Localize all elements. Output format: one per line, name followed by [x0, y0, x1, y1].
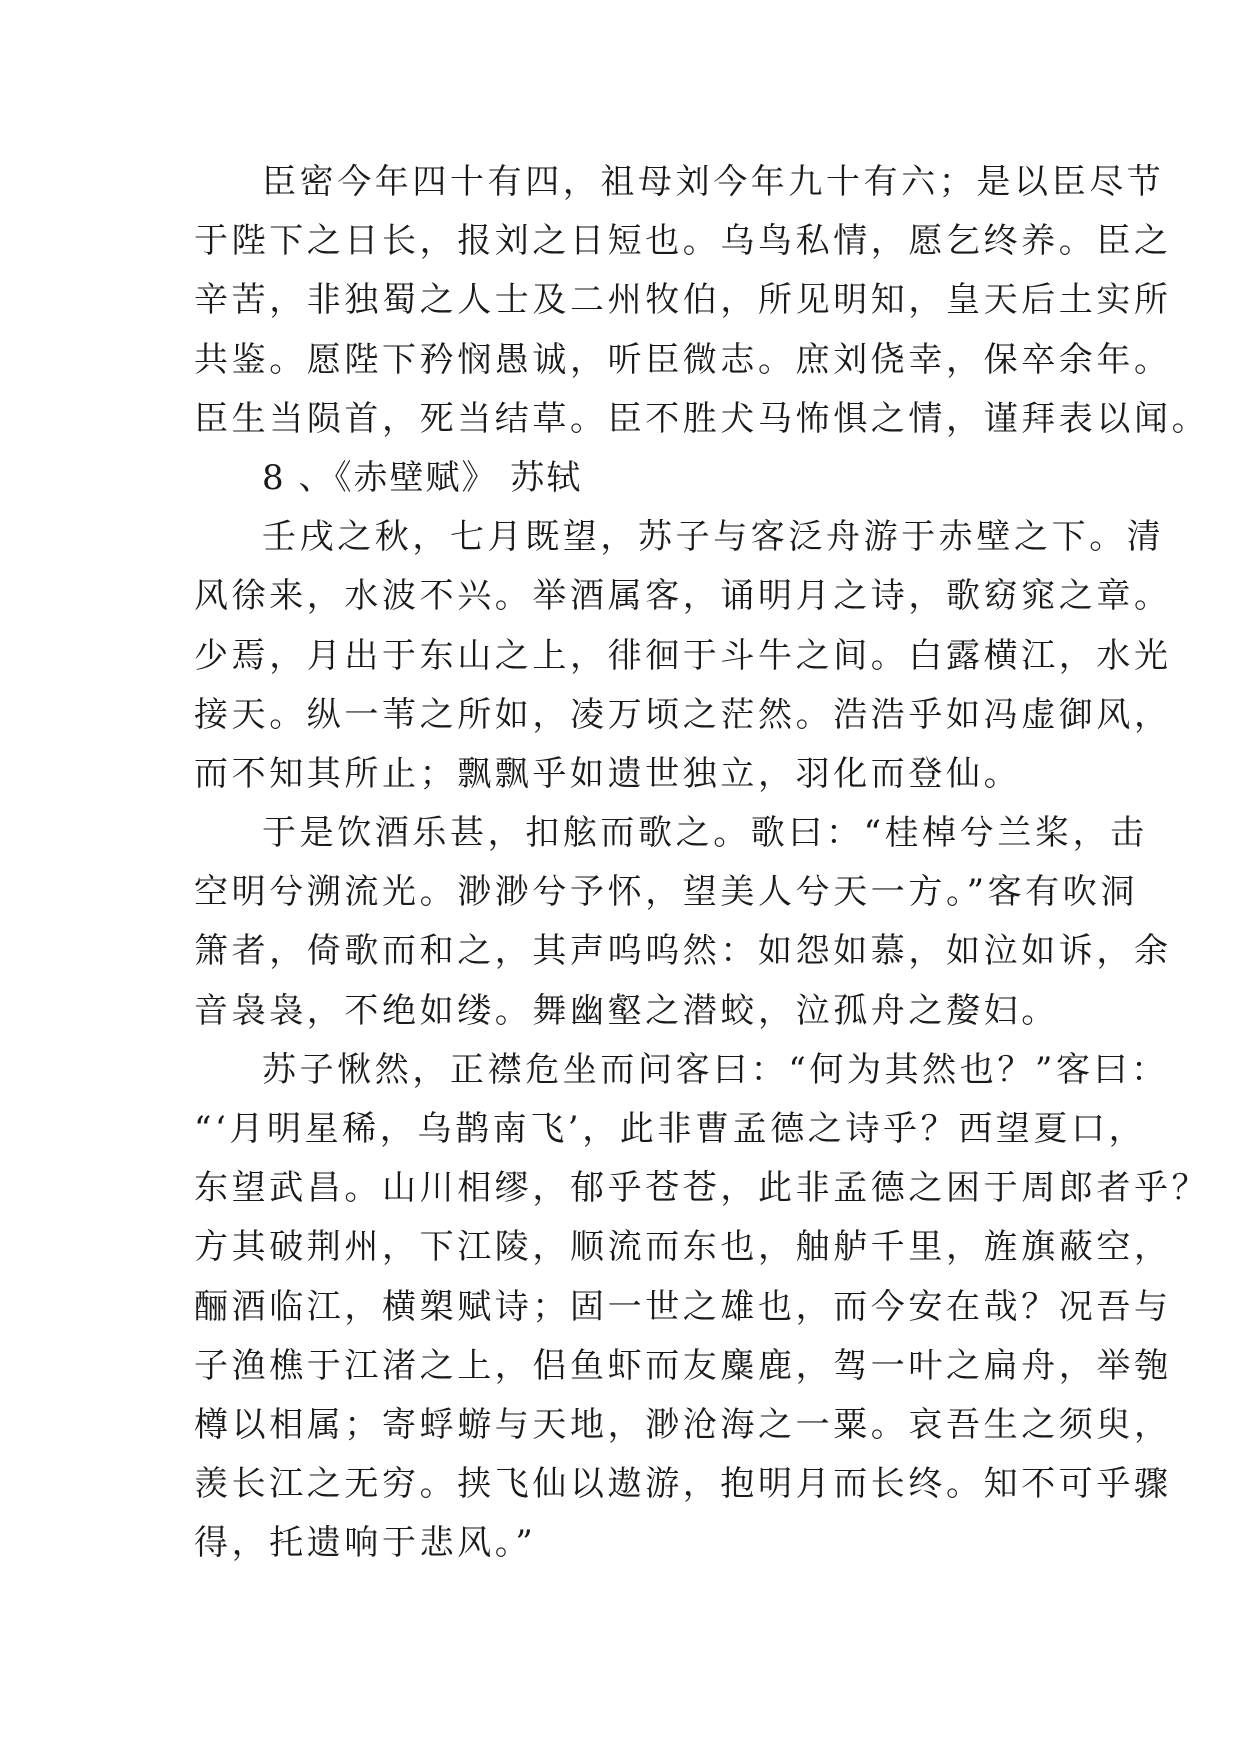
- text-line: 臣生当陨首，死当结草。臣不胜犬马怖惧之情，谨拜表以闻。: [194, 398, 1210, 439]
- text-line: 空明兮溯流光。渺渺兮予怀，望美人兮天一方。”客有吹洞: [194, 872, 1138, 913]
- text-line: 方其破荆州，下江陵，顺流而东也，舳舻千里，旌旗蔽空，: [194, 1227, 1172, 1268]
- text-line: 得，托遗响于悲风。”: [194, 1523, 537, 1564]
- text-line: 苏子愀然，正襟危坐而问客曰：“何为其然也？”客曰：: [262, 1049, 1169, 1090]
- text-line: 于是饮酒乐甚，扣舷而歌之。歌曰：“桂棹兮兰桨，击: [262, 813, 1148, 854]
- text-line: 辛苦，非独蜀之人士及二州牧伯，所见明知，皇天后土实所: [194, 280, 1172, 321]
- text-line: 羡长江之无穷。挟飞仙以遨游，抱明月而长终。知不可乎骤: [194, 1464, 1172, 1505]
- text-line: 于陛下之日长，报刘之日短也。乌鸟私情，愿乞终养。臣之: [194, 221, 1172, 262]
- text-line: 酾酒临江，横槊赋诗；固一世之雄也，而今安在哉？况吾与: [194, 1286, 1172, 1327]
- text-line: “‘月明星稀，乌鹊南飞’，此非曹孟德之诗乎？西望夏口，: [194, 1109, 1147, 1149]
- document-body: [194, 153, 1210, 1574]
- text-line: 臣密今年四十有四，祖母刘今年九十有六；是以臣尽节: [262, 162, 1165, 202]
- text-line: 子渔樵于江渚之上，侣鱼虾而友麋鹿，驾一叶之扁舟，举匏: [194, 1345, 1172, 1386]
- text-line: 而不知其所止；飘飘乎如遗世独立，羽化而登仙。: [194, 753, 1022, 794]
- section-heading: 8 、《赤壁赋》 苏轼: [262, 457, 583, 498]
- text-line: 音袅袅，不绝如缕。舞幽壑之潜蛟，泣孤舟之嫠妇。: [194, 990, 1059, 1031]
- text-line: 共鉴。愿陛下矜悯愚诚，听臣微志。庶刘侥幸，保卒余年。: [194, 339, 1172, 380]
- text-line: 风徐来，水波不兴。举酒属客，诵明月之诗，歌窈窕之章。: [194, 576, 1172, 617]
- text-line: 接天。纵一苇之所如，凌万顷之茫然。浩浩乎如冯虚御风，: [194, 694, 1172, 735]
- text-line: 少焉，月出于东山之上，徘徊于斗牛之间。白露横江，水光: [194, 635, 1172, 676]
- text-line: 箫者，倚歌而和之，其声呜呜然：如怨如慕，如泣如诉，余: [194, 931, 1172, 972]
- text-line: 樽以相属；寄蜉蝣与天地，渺沧海之一粟。哀吾生之须臾，: [194, 1404, 1172, 1445]
- text-line: 壬戌之秋，七月既望，苏子与客泛舟游于赤壁之下。清: [262, 517, 1165, 558]
- text-line: 东望武昌。山川相缪，郁乎苍苍，此非孟德之困于周郎者乎？: [194, 1168, 1210, 1209]
